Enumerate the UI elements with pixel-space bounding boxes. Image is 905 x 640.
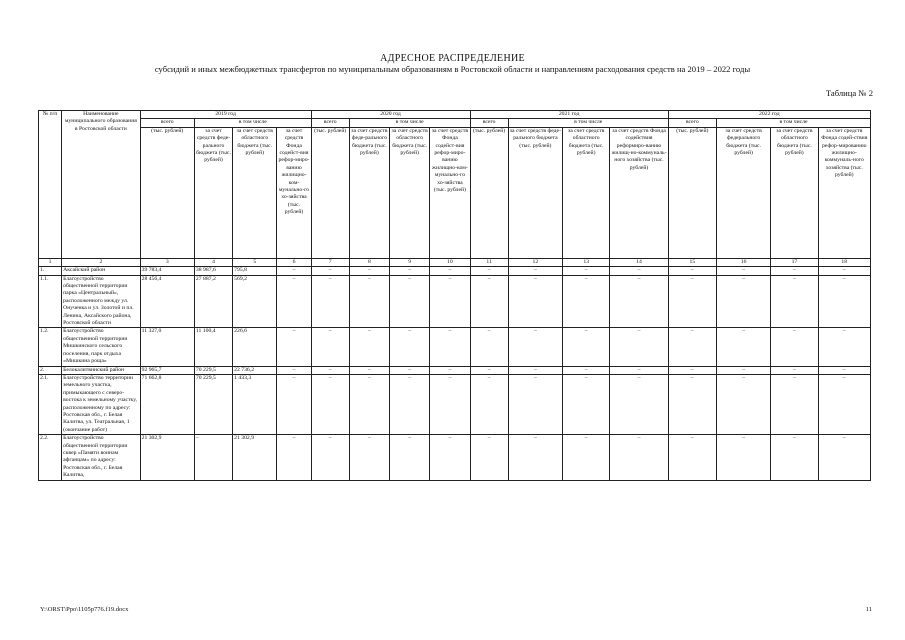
page-number: 11 (865, 606, 872, 613)
row-fund-2019: – (277, 275, 311, 328)
row-total-2019: 71 662,8 (140, 374, 194, 434)
row-value-cell: – (771, 366, 818, 374)
header-2020-regional: за счет средств областного бюджета (тыс. рублей) (390, 127, 430, 258)
column-number: 9 (390, 258, 430, 266)
row-value-cell: – (668, 374, 716, 434)
row-value-cell: – (563, 374, 610, 434)
row-total-2019: 28 456,4 (140, 275, 194, 328)
row-federal-2019: 38 987,6 (194, 267, 232, 275)
row-value-cell: – (390, 366, 430, 374)
header-2022-fund: за счет средств Фонда содей-ствия рефор-мированию жилищно-коммуналь-ного хозяйства (тыс. рублей) (818, 127, 870, 258)
row-value-cell: – (563, 275, 610, 328)
row-value-cell: – (716, 328, 770, 366)
row-value-cell: – (390, 435, 430, 480)
header-incl-2021: в том числе (508, 119, 668, 127)
row-total-2019: 92 965,7 (140, 366, 194, 374)
row-fund-2019: – (277, 366, 311, 374)
row-value-cell: – (668, 435, 716, 480)
row-value-cell: – (311, 328, 349, 366)
row-value-cell: – (311, 374, 349, 434)
row-value-cell: – (470, 267, 508, 275)
row-fund-2019: – (277, 435, 311, 480)
row-federal-2019: 70 229,5 (194, 366, 232, 374)
row-value-cell: – (349, 267, 389, 275)
row-value-cell: – (563, 328, 610, 366)
header-2019-fund: за счет средств Фонда содейст-вия рефор-миро-ванию жилищно-ком-мунально-го хо-зяйства (тыс. рублей) (277, 127, 311, 258)
row-name: Благоустройство территории земельного участка, примыкающего с северо-востока к земельному участку, расположенному по адресу: Ростовская обл., г. Белая Калитва, ул. Театральная, 1 (окончание работ) (62, 374, 140, 434)
row-value-cell: – (771, 328, 818, 366)
row-value-cell: – (610, 328, 668, 366)
distribution-table (38, 110, 871, 481)
table-row (39, 366, 871, 374)
row-fund-2019: – (277, 328, 311, 366)
column-number: 11 (470, 258, 508, 266)
header-incl-2022: в том числе (716, 119, 870, 127)
header-2022-regional: за счет средств областного бюджета (тыс. рублей) (771, 127, 818, 258)
row-value-cell: – (349, 374, 389, 434)
row-federal-2019: 27 887,2 (194, 275, 232, 328)
column-number: 13 (563, 258, 610, 266)
table-body (39, 258, 871, 480)
row-value-cell: – (771, 374, 818, 434)
row-number: 1.2. (39, 328, 62, 366)
row-value-cell: – (771, 275, 818, 328)
row-number: 2.2. (39, 435, 62, 480)
row-name: Благоустройство общественной территории парка «Центральный», расположенного между ул. Онученка и ул. Золотой и пл. Ленина, Аксайского района, Ростовской области (62, 275, 140, 328)
row-value-cell: – (818, 275, 870, 328)
row-value-cell: – (668, 366, 716, 374)
row-value-cell: – (563, 366, 610, 374)
table-row (39, 275, 871, 328)
row-regional-2019: 795,8 (233, 267, 277, 275)
row-value-cell: – (390, 275, 430, 328)
header-2019-total-unit: (тыс. рублей) (140, 127, 194, 258)
row-value-cell: – (508, 435, 562, 480)
row-value-cell: – (470, 374, 508, 434)
header-total-2021: всего (470, 119, 508, 127)
column-number: 2 (62, 258, 140, 266)
column-number: 14 (610, 258, 668, 266)
row-number: 1.1. (39, 275, 62, 328)
header-total-2022: всего (668, 119, 716, 127)
row-value-cell: – (430, 275, 470, 328)
row-value-cell: – (311, 275, 349, 328)
row-value-cell: – (563, 267, 610, 275)
row-fund-2019: – (277, 374, 311, 434)
row-value-cell: – (771, 267, 818, 275)
file-path: Y:\ORST\Ppo\1105p776.f19.docx (40, 606, 129, 613)
row-value-cell: – (716, 275, 770, 328)
row-regional-2019: 22 736,2 (233, 366, 277, 374)
row-value-cell: – (390, 328, 430, 366)
row-federal-2019: 70 229,5 (194, 374, 232, 434)
table-row (39, 374, 871, 434)
header-2019-federal: за счет средств феде-рального бюджета (тыс. рублей) (194, 127, 232, 258)
row-number: 2.1. (39, 374, 62, 434)
row-value-cell: – (349, 366, 389, 374)
row-value-cell: – (390, 267, 430, 275)
row-regional-2019: 1 433,3 (233, 374, 277, 434)
row-value-cell: – (716, 366, 770, 374)
row-name: Благоустройство общественной территории сквер «Памяти воинам афганцам» по адресу: Ростовская обл., г. Белая Калитва, (62, 435, 140, 480)
row-value-cell: – (716, 267, 770, 275)
row-value-cell: – (508, 366, 562, 374)
row-value-cell: – (716, 435, 770, 480)
row-value-cell: – (430, 366, 470, 374)
row-total-2019: 11 327,0 (140, 328, 194, 366)
header-year-2019: 2019 год (140, 111, 311, 119)
document-subtitle: субсидий и иных межбюджетных трансфертов по муниципальным образованиям в Ростовской области и направлениям расходования средств на 2019 – 2022 годы (154, 64, 751, 74)
table-row (39, 328, 871, 366)
row-total-2019: 21 302,9 (140, 435, 194, 480)
row-name: Благоустройство общественной территории Мишкинского сельского поселения, парк отдыха «Мишкина роща» (62, 328, 140, 366)
row-value-cell: – (610, 374, 668, 434)
row-value-cell: – (771, 435, 818, 480)
row-value-cell: – (311, 435, 349, 480)
row-number: 1. (39, 267, 62, 275)
header-2021-total-unit: (тыс. рублей) (470, 127, 508, 258)
header-2020-total-unit: (тыс. рублей) (311, 127, 349, 258)
header-total-2020: всего (311, 119, 349, 127)
row-value-cell: – (610, 435, 668, 480)
row-federal-2019: 11 100,4 (194, 328, 232, 366)
row-value-cell: – (430, 374, 470, 434)
row-value-cell: – (610, 366, 668, 374)
row-federal-2019: – (194, 435, 232, 480)
header-total-2019: всего (140, 119, 194, 127)
header-num: № п/п (39, 111, 62, 259)
column-number: 15 (668, 258, 716, 266)
row-value-cell: – (311, 366, 349, 374)
column-number: 1 (39, 258, 62, 266)
row-value-cell: – (668, 267, 716, 275)
row-regional-2019: 226,6 (233, 328, 277, 366)
row-value-cell: – (390, 374, 430, 434)
row-value-cell: – (508, 374, 562, 434)
header-2021-regional: за счет средств областного бюджета (тыс. рублей) (563, 127, 610, 258)
header-2021-fund: за счет средств Фонда содействия реформиро-ванию жилищ-но-коммуналь-ного хозяйства (тыс. рублей) (610, 127, 668, 258)
column-number: 12 (508, 258, 562, 266)
header-year-2021: 2021 год (470, 111, 668, 119)
row-value-cell: – (818, 374, 870, 434)
header-2022-total-unit: (тыс. рублей) (668, 127, 716, 258)
row-value-cell: – (430, 328, 470, 366)
header-year-2022: 2022 год (668, 111, 870, 119)
row-name: Аксайский район (62, 267, 140, 275)
table-row (39, 435, 871, 480)
column-number: 8 (349, 258, 389, 266)
row-value-cell: – (563, 435, 610, 480)
row-value-cell: – (508, 275, 562, 328)
column-number: 18 (818, 258, 870, 266)
row-value-cell: – (349, 435, 389, 480)
row-value-cell: – (470, 328, 508, 366)
row-value-cell: – (818, 366, 870, 374)
header-2021-federal: за счет средств феде-рального бюджета (тыс. рублей) (508, 127, 562, 258)
column-number-row (39, 258, 871, 266)
row-value-cell: – (668, 328, 716, 366)
column-number: 7 (311, 258, 349, 266)
row-value-cell: – (311, 267, 349, 275)
header-year-2020: 2020 год (311, 111, 470, 119)
row-value-cell: – (818, 328, 870, 366)
column-number: 6 (277, 258, 311, 266)
header-2020-fund: за счет средств Фонда содейст-вия рефор-миро-ванию жилищно-ком-мунально-го хо-зяйства (тыс. рублей) (430, 127, 470, 258)
row-value-cell: – (508, 328, 562, 366)
row-value-cell: – (508, 267, 562, 275)
document-title: АДРЕСНОЕ РАСПРЕДЕЛЕНИЕ (380, 53, 525, 64)
header-municipality: Наименование муниципального образования в Ростовской области (62, 111, 140, 259)
row-total-2019: 39 783,4 (140, 267, 194, 275)
row-value-cell: – (470, 275, 508, 328)
row-value-cell: – (470, 435, 508, 480)
row-number: 2. (39, 366, 62, 374)
row-value-cell: – (430, 267, 470, 275)
row-name: Белокалитвинский район (62, 366, 140, 374)
column-number: 5 (233, 258, 277, 266)
header-2020-federal: за счет средств феде-рального бюджета (тыс. рублей) (349, 127, 389, 258)
header-2019-regional: за счет средств областного бюджета (тыс. рублей) (233, 127, 277, 258)
row-fund-2019: – (277, 267, 311, 275)
column-number: 3 (140, 258, 194, 266)
column-number: 16 (716, 258, 770, 266)
row-value-cell: – (430, 435, 470, 480)
row-value-cell: – (716, 374, 770, 434)
column-number: 10 (430, 258, 470, 266)
row-value-cell: – (668, 275, 716, 328)
table-row (39, 267, 871, 275)
row-value-cell: – (349, 275, 389, 328)
column-number: 4 (194, 258, 232, 266)
row-value-cell: – (470, 366, 508, 374)
column-number: 17 (771, 258, 818, 266)
row-value-cell: – (818, 435, 870, 480)
row-value-cell: – (610, 275, 668, 328)
row-value-cell: – (818, 267, 870, 275)
header-incl-2020: в том числе (349, 119, 470, 127)
row-regional-2019: 569,2 (233, 275, 277, 328)
row-value-cell: – (349, 328, 389, 366)
table-number: Таблица № 2 (825, 88, 873, 98)
header-incl-2019: в том числе (194, 119, 311, 127)
row-value-cell: – (610, 267, 668, 275)
row-regional-2019: 21 302,9 (233, 435, 277, 480)
header-2022-federal: за счет средств федерального бюджета (тыс. рублей) (716, 127, 770, 258)
